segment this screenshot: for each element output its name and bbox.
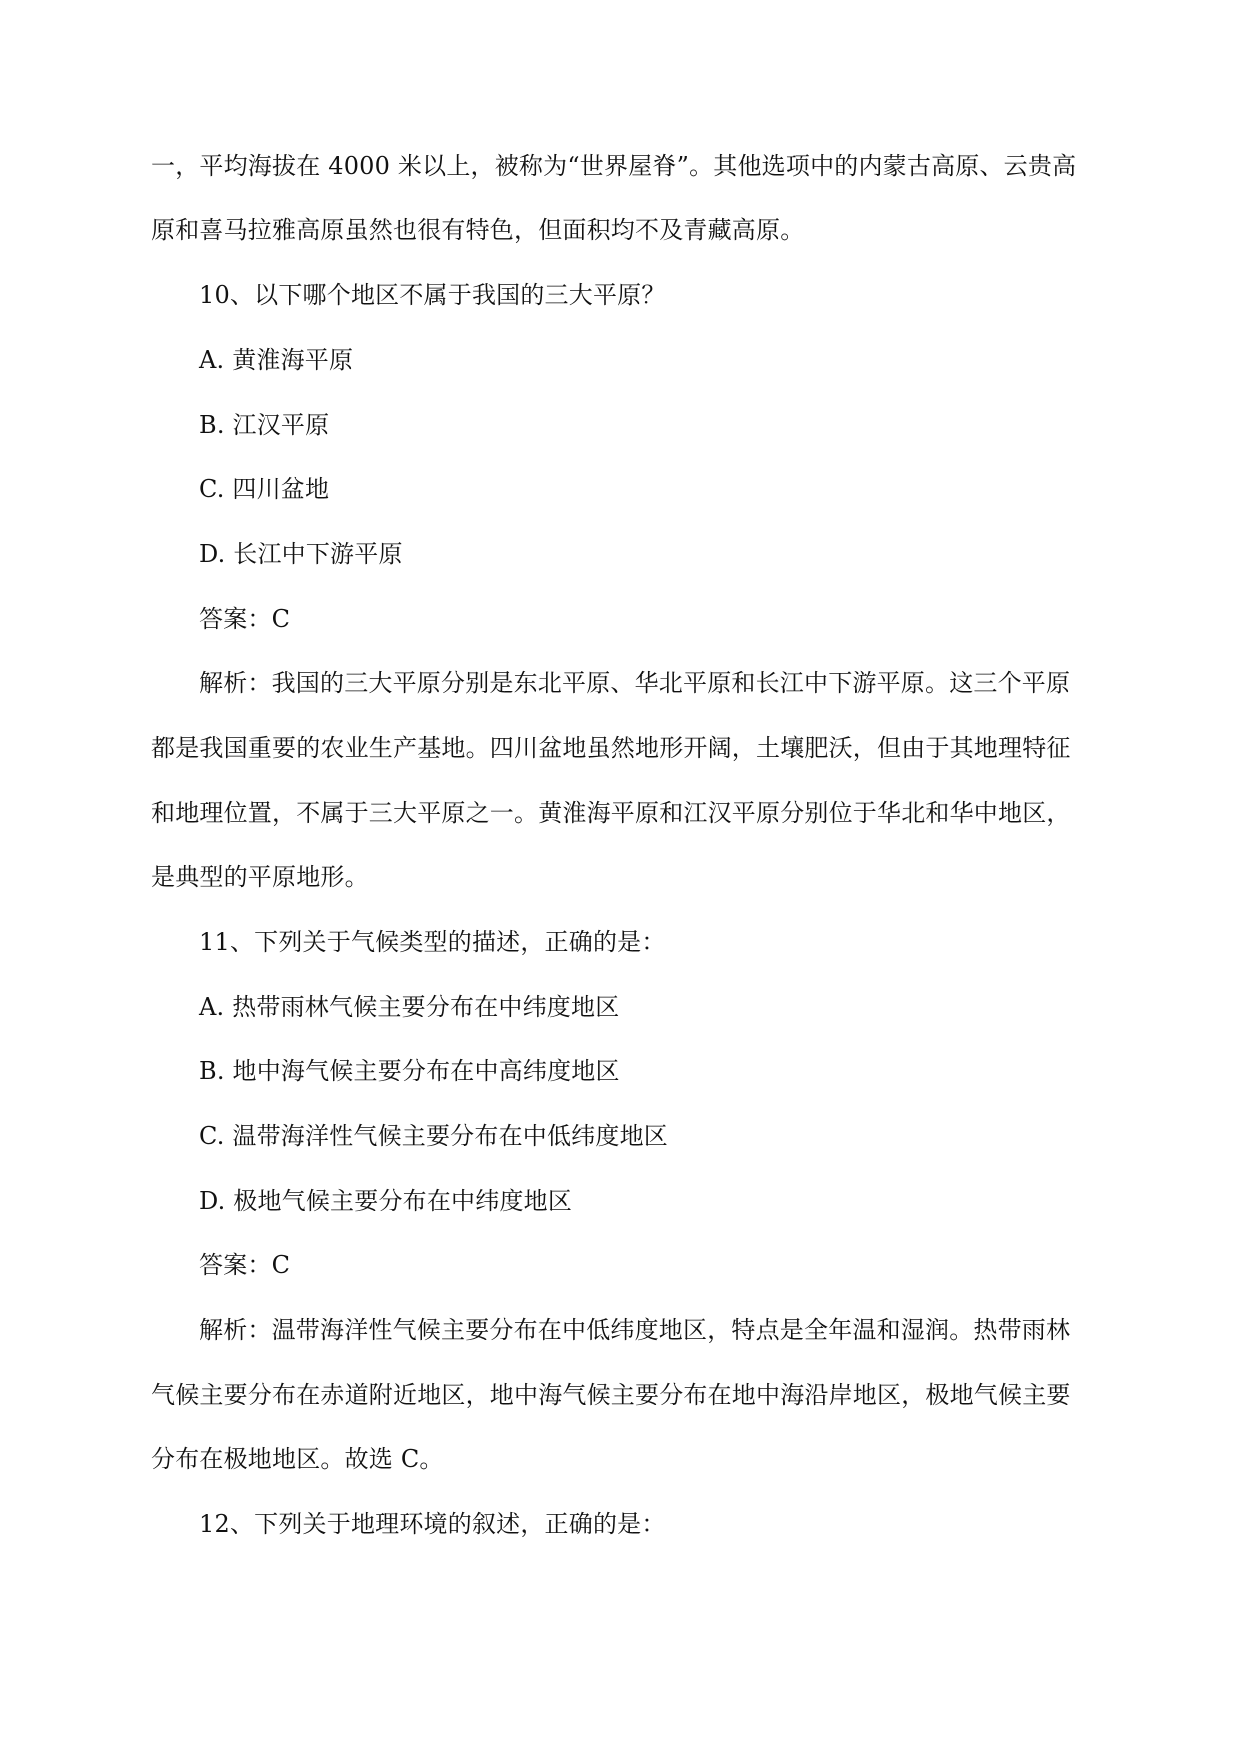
option-b: B. 江汉平原 bbox=[199, 411, 330, 439]
text-line: 一，平均海拔在 4000 米以上，被称为“世界屋脊”。其他选项中的内蒙古高原、云贵高 bbox=[151, 152, 1077, 180]
question-12: 12、下列关于地理环境的叙述，正确的是： bbox=[199, 1510, 666, 1538]
text-line: 都是我国重要的农业生产基地。四川盆地虽然地形开阔，土壤肥沃，但由于其地理特征 bbox=[151, 734, 1071, 762]
option-d: D. 长江中下游平原 bbox=[199, 540, 403, 568]
text-line: 和地理位置，不属于三大平原之一。黄淮海平原和江汉平原分别位于华北和华中地区， bbox=[151, 799, 1071, 827]
text-line: 气候主要分布在赤道附近地区，地中海气候主要分布在地中海沿岸地区，极地气候主要 bbox=[151, 1381, 1071, 1409]
answer: 答案：C bbox=[199, 1251, 291, 1279]
answer: 答案：C bbox=[199, 605, 291, 633]
explanation: 解析：我国的三大平原分别是东北平原、华北平原和长江中下游平原。这三个平原 bbox=[199, 669, 1071, 697]
text-line: 是典型的平原地形。 bbox=[151, 863, 369, 891]
option-b: B. 地中海气候主要分布在中高纬度地区 bbox=[199, 1057, 620, 1085]
option-a: A. 黄淮海平原 bbox=[199, 346, 354, 374]
option-a: A. 热带雨林气候主要分布在中纬度地区 bbox=[199, 993, 620, 1021]
text-line: 分布在极地地区。故选 C。 bbox=[151, 1445, 444, 1473]
option-c: C. 四川盆地 bbox=[199, 475, 330, 503]
question-10: 10、以下哪个地区不属于我国的三大平原？ bbox=[199, 281, 666, 309]
option-d: D. 极地气候主要分布在中纬度地区 bbox=[199, 1187, 573, 1215]
option-c: C. 温带海洋性气候主要分布在中低纬度地区 bbox=[199, 1122, 668, 1150]
text-line: 原和喜马拉雅高原虽然也很有特色，但面积均不及青藏高原。 bbox=[151, 216, 805, 244]
explanation: 解析：温带海洋性气候主要分布在中低纬度地区，特点是全年温和湿润。热带雨林 bbox=[199, 1316, 1071, 1344]
question-11: 11、下列关于气候类型的描述，正确的是： bbox=[199, 928, 666, 956]
